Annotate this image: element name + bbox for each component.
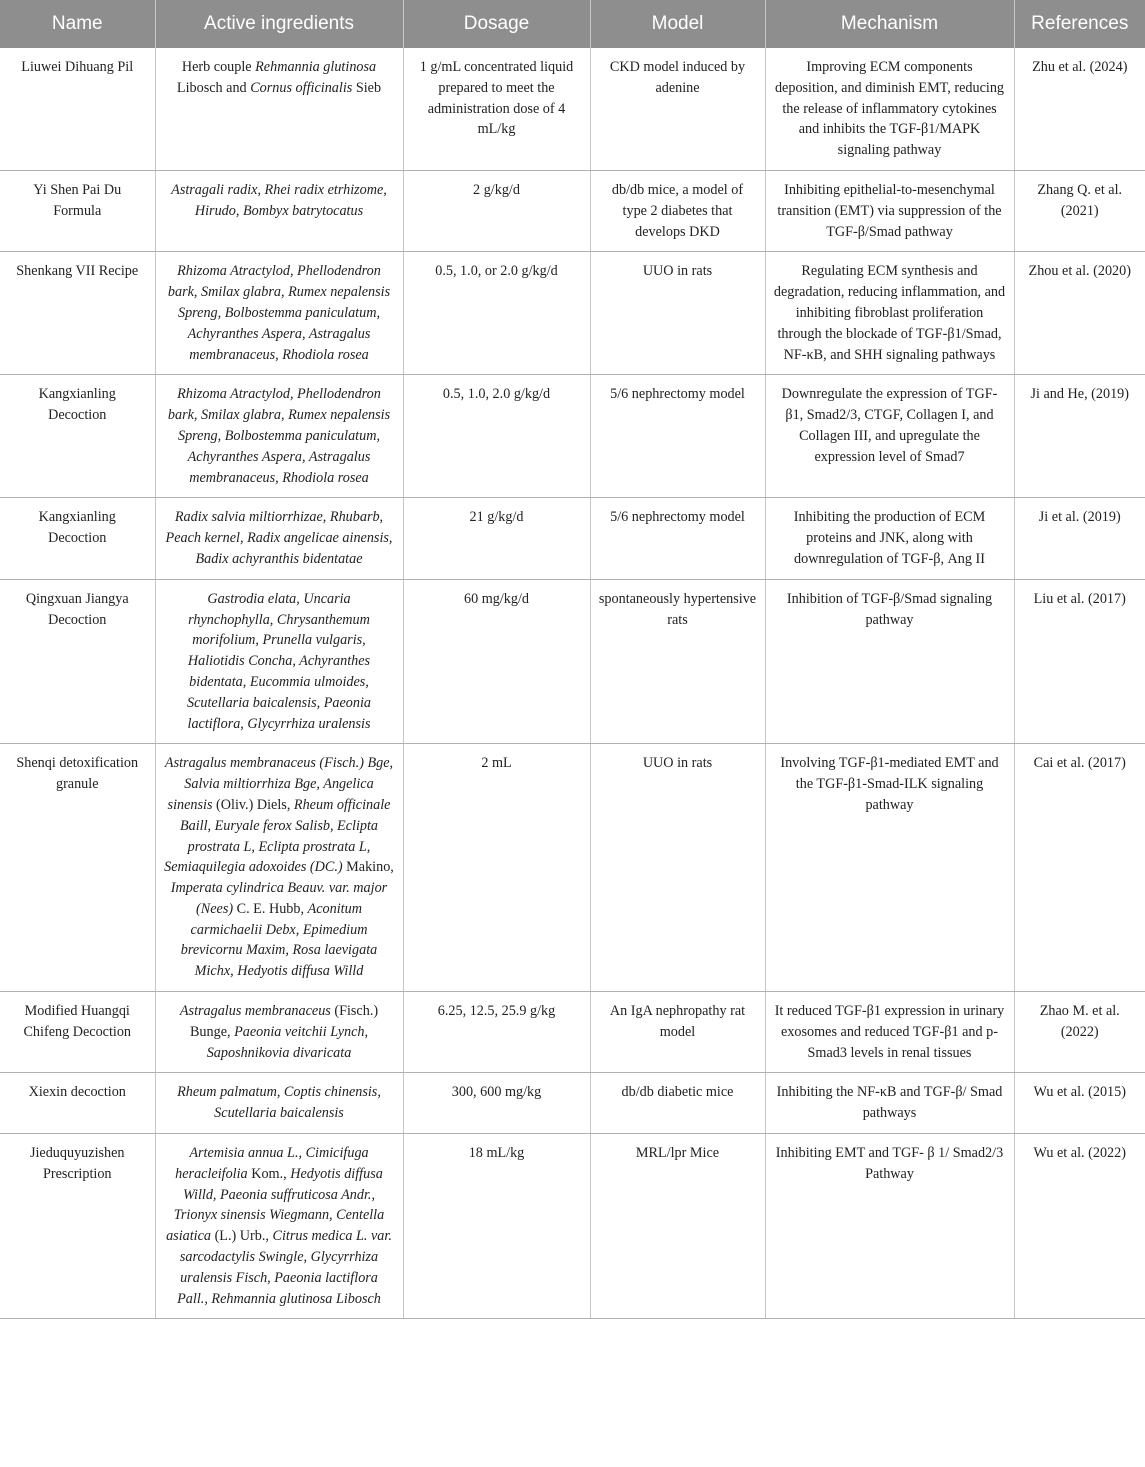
cell-mechanism: It reduced TGF-β1 expression in urinary exosomes and reduced TGF-β1 and p-Smad3 levels in renal tissues (765, 992, 1014, 1073)
cell-reference: Wu et al. (2015) (1014, 1073, 1145, 1134)
cell-reference: Wu et al. (2022) (1014, 1134, 1145, 1319)
ingredient-text: Radix salvia miltiorrhizae, Rhubarb, Peach kernel, Radix angelicae ainensis, Badix achyranthis bidentatae (165, 509, 393, 567)
table-body (0, 48, 1145, 1319)
cell-model: db/db mice, a model of type 2 diabetes that develops DKD (590, 170, 765, 251)
cell-dosage: 6.25, 12.5, 25.9 g/kg (403, 992, 590, 1073)
ingredient-text: Imperata cylindrica Beauv. var. major (Nees) (170, 880, 388, 917)
cell-mechanism: Inhibiting the NF-κB and TGF-β/ Smad pathways (765, 1073, 1014, 1134)
ingredient-text: (Fisch.) Bunge, (189, 1003, 379, 1040)
table-row (0, 375, 1145, 498)
table-row (0, 498, 1145, 579)
cell-reference: Zhang Q. et al. (2021) (1014, 170, 1145, 251)
cell-active-ingredients (155, 48, 403, 170)
header-active-ingredients: Active ingredients (155, 0, 403, 48)
cell-name: Qingxuan Jiangya Decoction (0, 579, 155, 744)
ingredient-text: Cornus officinalis (250, 79, 353, 96)
ingredient-text: Astragalus membranaceus (Fisch.) Bge, Salvia miltiorrhiza Bge, Angelica sinensis (164, 755, 394, 813)
ingredient-text: Rehmannia glutinosa (255, 59, 377, 75)
ingredient-text: Gastrodia elata, Uncaria rhynchophylla, Chrysanthemum morifolium, Prunella vulgaris, Haliotidis Concha, Achyranthes bidentata, Eucommia ulmoides, Scutellaria baicalensis, Paeonia lactiflora, Glycyrrhiza uralensis (186, 590, 371, 732)
cell-dosage: 0.5, 1.0, 2.0 g/kg/d (403, 375, 590, 498)
cell-reference: Ji and He, (2019) (1014, 375, 1145, 498)
cell-name: Yi Shen Pai Du Formula (0, 170, 155, 251)
cell-name: Shenqi detoxification granule (0, 744, 155, 992)
header-mechanism: Mechanism (765, 0, 1014, 48)
cell-model: An IgA nephropathy rat model (590, 992, 765, 1073)
cell-model: 5/6 nephrectomy model (590, 498, 765, 579)
ingredient-text: Makino, (342, 859, 394, 876)
header-references: References (1014, 0, 1145, 48)
cell-reference: Zhao M. et al. (2022) (1014, 992, 1145, 1073)
cell-name: Shenkang VII Recipe (0, 252, 155, 375)
cell-active-ingredients (155, 375, 403, 498)
ingredient-text: Libosch and (176, 79, 251, 96)
table-row (0, 170, 1145, 251)
ingredient-text: C. E. Hubb, (233, 900, 308, 917)
cell-model: spontaneously hypertensive rats (590, 579, 765, 744)
cell-dosage: 300, 600 mg/kg (403, 1073, 590, 1134)
table-row (0, 744, 1145, 992)
table-row (0, 992, 1145, 1073)
cell-model: UUO in rats (590, 744, 765, 992)
cell-name: Kangxianling Decoction (0, 375, 155, 498)
cell-active-ingredients (155, 992, 403, 1073)
ingredient-text: (Oliv.) Diels, (212, 796, 294, 813)
cell-mechanism: Inhibition of TGF-β/Smad signaling pathway (765, 579, 1014, 744)
ingredient-text: Herb couple (181, 59, 256, 75)
cell-mechanism: Improving ECM components deposition, and diminish EMT, reducing the release of inflammatory cytokines and inhibits the TGF-β1/MAPK signaling pathway (765, 48, 1014, 170)
ingredient-text: Citrus medica L. var. sarcodactylis Swingle, Glycyrrhiza uralensis Fisch, Paeonia lactiflora Pall., Rehmannia glutinosa Libosch (177, 1228, 392, 1307)
header-dosage: Dosage (403, 0, 590, 48)
table-row (0, 48, 1145, 170)
header-model: Model (590, 0, 765, 48)
cell-reference: Zhu et al. (2024) (1014, 48, 1145, 170)
cell-mechanism: Downregulate the expression of TGF-β1, Smad2/3, CTGF, Collagen I, and Collagen III, and upregulate the expression level of Smad7 (765, 375, 1014, 498)
ingredient-text: Rheum palmatum, Coptis chinensis, Scutellaria baicalensis (177, 1084, 381, 1122)
cell-active-ingredients (155, 579, 403, 744)
ingredient-text: Astragali radix, Rhei radix etrhizome, Hirudo, Bombyx batrytocatus (171, 181, 387, 219)
ingredient-text: Astragalus membranaceus (179, 1003, 331, 1020)
cell-dosage: 1 g/mL concentrated liquid prepared to meet the administration dose of 4 mL/kg (403, 48, 590, 170)
cell-active-ingredients (155, 252, 403, 375)
table-header (0, 0, 1145, 48)
cell-active-ingredients (155, 1134, 403, 1319)
cell-reference: Liu et al. (2017) (1014, 579, 1145, 744)
cell-dosage: 2 mL (403, 744, 590, 992)
cell-active-ingredients (155, 1073, 403, 1134)
cell-model: 5/6 nephrectomy model (590, 375, 765, 498)
table-row (0, 252, 1145, 375)
ingredient-text: (L.) Urb., (211, 1228, 273, 1245)
cell-reference: Cai et al. (2017) (1014, 744, 1145, 992)
cell-name: Xiexin decoction (0, 1073, 155, 1134)
table-row (0, 1073, 1145, 1134)
cell-mechanism: Inhibiting the production of ECM proteins and JNK, along with downregulation of TGF-β, Ang II (765, 498, 1014, 579)
cell-dosage: 2 g/kg/d (403, 170, 590, 251)
cell-name: Jieduquyuzishen Prescription (0, 1134, 155, 1319)
ingredient-text: Rhizoma Atractylod, Phellodendron bark, Smilax glabra, Rumex nepalensis Spreng, Bolbostemma paniculatum, Achyranthes Aspera, Astragalus membranaceus, Rhodiola rosea (167, 263, 391, 363)
ingredient-text: Hedyotis diffusa Willd, Paeonia suffruticosa Andr., Trionyx sinensis Wiegmann, Centella asiatica (166, 1165, 385, 1245)
cell-active-ingredients (155, 498, 403, 579)
cell-reference: Ji et al. (2019) (1014, 498, 1145, 579)
ingredient-text: Artemisia annua L., Cimicifuga heracleifolia (175, 1145, 369, 1182)
cell-model: db/db diabetic mice (590, 1073, 765, 1134)
cell-reference: Zhou et al. (2020) (1014, 252, 1145, 375)
cell-mechanism: Inhibiting epithelial-to-mesenchymal transition (EMT) via suppression of the TGF-β/Smad pathway (765, 170, 1014, 251)
cell-name: Kangxianling Decoction (0, 498, 155, 579)
cell-model: CKD model induced by adenine (590, 48, 765, 170)
ingredient-text: Kom., (247, 1165, 291, 1182)
cell-mechanism: Regulating ECM synthesis and degradation, reducing inflammation, and inhibiting fibroblast proliferation through the blockade of TGF-β1/Smad, NF-κB, and SHH signaling pathways (765, 252, 1014, 375)
ingredient-text: Sieb (352, 79, 382, 96)
ingredient-text: Rhizoma Atractylod, Phellodendron bark, Smilax glabra, Rumex nepalensis Spreng, Bolbostemma paniculatum, Achyranthes Aspera, Astragalus membranaceus, Rhodiola rosea (167, 386, 391, 486)
cell-name: Liuwei Dihuang Pil (0, 48, 155, 170)
cell-active-ingredients (155, 170, 403, 251)
cell-dosage: 21 g/kg/d (403, 498, 590, 579)
cell-model: UUO in rats (590, 252, 765, 375)
header-name: Name (0, 0, 155, 48)
cell-dosage: 60 mg/kg/d (403, 579, 590, 744)
cell-mechanism: Involving TGF-β1-mediated EMT and the TGF-β1-Smad-ILK signaling pathway (765, 744, 1014, 992)
cell-active-ingredients (155, 744, 403, 992)
ingredient-text: Paeonia veitchii Lynch, Saposhnikovia divaricata (206, 1023, 369, 1061)
cell-dosage: 0.5, 1.0, or 2.0 g/kg/d (403, 252, 590, 375)
table-row (0, 579, 1145, 744)
table-row (0, 1134, 1145, 1319)
cell-name: Modified Huangqi Chifeng Decoction (0, 992, 155, 1073)
ingredient-text: Aconitum carmichaelii Debx, Epimedium brevicornu Maxim, Rosa laevigata Michx, Hedyotis diffusa Willd (180, 900, 378, 980)
ingredient-text: Rheum officinale Baill, Euryale ferox Salisb, Eclipta prostrata L, Eclipta prostrata L, Semiaquilegia adoxoides (DC.) (164, 796, 391, 876)
cell-mechanism: Inhibiting EMT and TGF- β 1/ Smad2/3 Pathway (765, 1134, 1014, 1319)
cell-model: MRL/lpr Mice (590, 1134, 765, 1319)
cell-dosage: 18 mL/kg (403, 1134, 590, 1319)
